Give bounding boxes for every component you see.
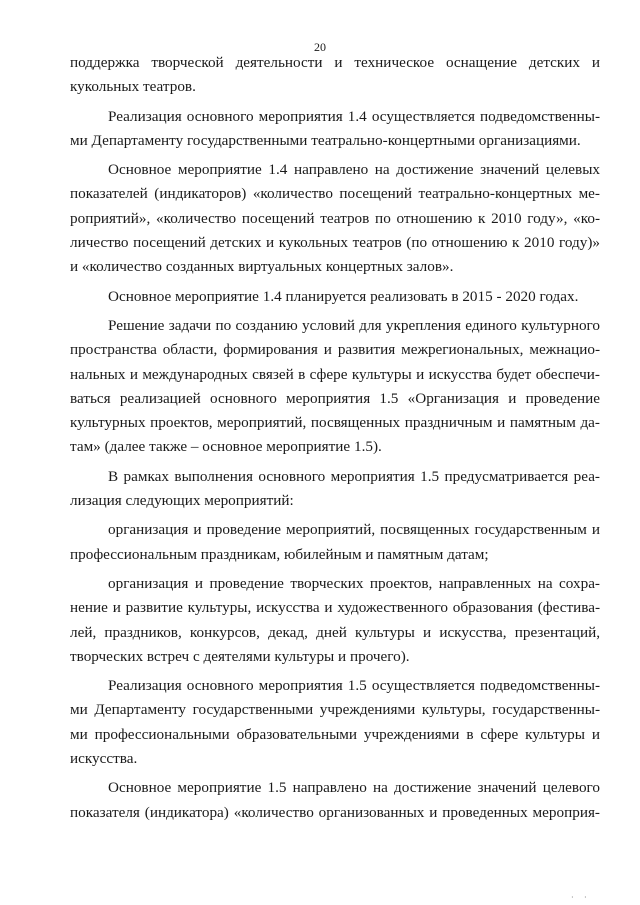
text-line: организация и проведение мероприятий, посвященных государственным и <box>108 521 600 539</box>
paragraph <box>70 314 600 460</box>
text-line: поддержка творческой деятельности и техническое оснащение детских и <box>70 54 600 71</box>
text-line: Основное мероприятие 1.5 направлено на достижение значений целевого <box>108 779 600 797</box>
scan-mark: · <box>571 893 574 902</box>
text-line: личество посещений детских и кукольных театров (по отношению к 2010 году)» <box>70 234 600 252</box>
text-line: Основное мероприятие 1.4 планируется реализовать в 2015 - 2020 годах. <box>108 287 579 305</box>
text-line: ми профессиональными образовательными учреждениями в сфере культуры и <box>70 725 600 743</box>
text-line: ми Департаменту государственными учреждениями культуры, государственны- <box>70 701 600 719</box>
text-line: творческих встреч с деятелями культуры и прочего). <box>70 647 410 665</box>
paragraph <box>70 674 600 771</box>
text-line: показателя (индикатора) «количество организованных и проведенных мероприя- <box>70 803 600 821</box>
paragraph <box>70 51 600 100</box>
text-line: лей, праздников, конкурсов, декад, дней культуры и искусства, презентаций, <box>70 623 600 641</box>
text-line: культурных проектов, мероприятий, посвященных праздничным и памятным да- <box>70 414 600 432</box>
text-line: Решение задачи по созданию условий для укрепления единого культурного <box>108 316 600 334</box>
paragraph <box>70 285 600 309</box>
paragraph <box>70 465 600 514</box>
text-line: роприятий», «количество посещений театров по отношению к 2010 году», «ко- <box>70 209 600 227</box>
text-line: лизация следующих мероприятий: <box>70 492 294 510</box>
paragraph <box>70 158 600 279</box>
text-line: там» (далее также – основное мероприятие 1.5). <box>70 438 382 456</box>
text-line: пространства области, формирования и развития межрегиональных, межнацио- <box>70 341 600 359</box>
scan-mark: · <box>584 893 587 902</box>
text-line: ваться реализацией основного мероприятия 1.5 «Организация и проведение <box>70 389 600 407</box>
text-line: нальных и международных связей в сфере культуры и искусства будет обеспечи- <box>70 365 600 383</box>
page-number: 20 <box>314 40 326 54</box>
text-line: искусства. <box>70 750 138 768</box>
paragraph <box>70 572 600 669</box>
paragraph <box>70 518 600 567</box>
text-line: В рамках выполнения основного мероприятия 1.5 предусматривается реа- <box>108 467 600 485</box>
text-line: нение и развитие культуры, искусства и художественного образования (фестива- <box>70 599 600 617</box>
text-line: Основное мероприятие 1.4 направлено на достижение значений целевых <box>108 161 600 179</box>
text-line: Реализация основного мероприятия 1.5 осуществляется подведомственны- <box>108 677 600 695</box>
text-line: показателей (индикаторов) «количество посещений театрально-концертных ме- <box>70 185 600 203</box>
text-line: кукольных театров. <box>70 78 196 96</box>
text-line: и «количество созданных виртуальных концертных залов». <box>70 258 454 276</box>
text-line: организация и проведение творческих проектов, направленных на сохра- <box>108 574 600 592</box>
text-line: Реализация основного мероприятия 1.4 осуществляется подведомственны- <box>108 107 600 125</box>
text-line: профессиональным праздникам, юбилейным и памятным датам; <box>70 545 489 563</box>
paragraph <box>70 776 600 825</box>
document-body <box>70 51 600 830</box>
paragraph <box>70 105 600 154</box>
text-line: ми Департаменту государственными театрально-концертными организациями. <box>70 131 581 149</box>
